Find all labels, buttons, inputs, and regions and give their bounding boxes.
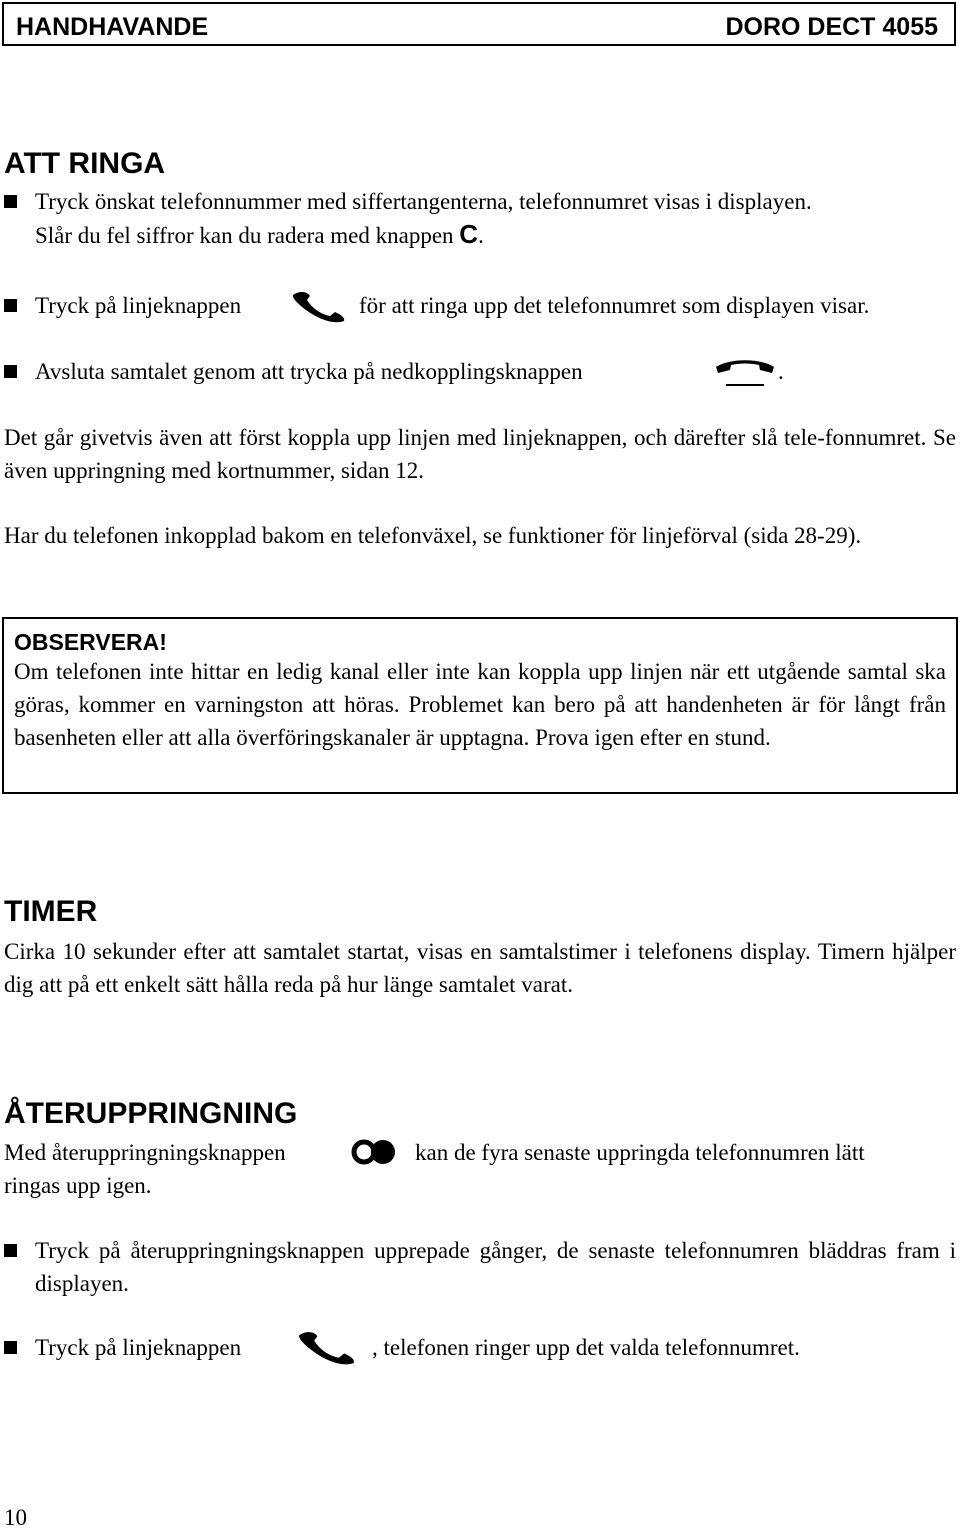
bullet-marker <box>4 1244 17 1257</box>
page-header <box>2 2 956 46</box>
page-number: 10 <box>4 1505 27 1530</box>
bullet-marker <box>4 195 17 208</box>
redial-bullet-2-text-a: Tryck på linjeknappen <box>35 1335 242 1360</box>
phone-handset-onhook-icon <box>712 355 778 391</box>
redial-intro-c: ringas upp igen. <box>4 1173 152 1198</box>
redial-intro-b: kan de fyra senaste uppringda telefonnumren lätt <box>415 1140 865 1165</box>
call-bullet-1-period: . <box>478 223 484 248</box>
note-body: Om telefonen inte hittar en ledig kanal eller inte kan koppla upp linjen när ett utgående samtal ska göras, kommer en varningston att höras. Problemet kan bero på att handenheten är för långt från basenheten eller att alla överföringskanaler är upptagna. Prova igen efter en stund. <box>14 659 946 750</box>
timer-body: Cirka 10 sekunder efter att samtalet startat, visas en samtalstimer i telefonens display. Timern hjälper dig att på ett enkelt sätt hålla reda på hur länge samtalet varat. <box>4 939 956 997</box>
c-key-label: C <box>459 219 479 249</box>
redial-bullet-2-text-b: , telefonen ringer upp det valda telefonnumret. <box>372 1335 800 1360</box>
redial-bullet-1: Tryck på återuppringningsknappen upprepade gånger, de senaste telefonnumren bläddras fram i displayen. <box>35 1238 956 1296</box>
note-title: OBSERVERA! <box>14 629 167 655</box>
call-bullet-1-text: Slår du fel siffror kan du radera med knappen <box>35 223 454 248</box>
header-title: HANDHAVANDE <box>16 13 209 41</box>
section-title-timer: TIMER <box>4 895 98 928</box>
phone-handset-offhook-icon <box>296 1327 358 1367</box>
section-title-call: ATT RINGA <box>4 147 166 180</box>
call-bullet-1 <box>35 185 956 218</box>
call-bullet-1-line1: Tryck önskat telefonnummer med siffertangenterna, telefonnumret visas i displayen. <box>35 189 812 214</box>
call-paragraph-2: Har du telefonen inkopplad bakom en telefonväxel, se funktioner för linjeförval (sida 28-29). <box>4 523 862 548</box>
redial-intro-a: Med återuppringningsknappen <box>4 1140 286 1165</box>
call-bullet-1-line2 <box>35 218 956 252</box>
section-title-redial: ÅTERUPPRINGNING <box>4 1097 298 1130</box>
header-product: DORO DECT 4055 <box>725 13 938 41</box>
call-bullet-3-text-a: Avsluta samtalet genom att trycka på nedkopplingsknappen <box>35 359 583 384</box>
call-paragraph-1: Det går givetvis även att först koppla upp linjen med linjeknappen, och därefter slå tele-fonnumret. Se även uppringning med kortnummer, sidan 12. <box>4 425 956 483</box>
call-bullet-2-text-a: Tryck på linjeknappen <box>35 293 242 318</box>
redial-icon <box>350 1138 400 1166</box>
call-bullet-2-text-b: för att ringa upp det telefonnumret som displayen visar. <box>359 293 870 318</box>
phone-handset-offhook-icon <box>290 288 348 324</box>
call-bullet-3-text-b: . <box>778 359 784 384</box>
note-box <box>2 617 958 794</box>
bullet-marker <box>4 365 17 378</box>
bullet-marker <box>4 1341 17 1354</box>
bullet-marker <box>4 299 17 312</box>
